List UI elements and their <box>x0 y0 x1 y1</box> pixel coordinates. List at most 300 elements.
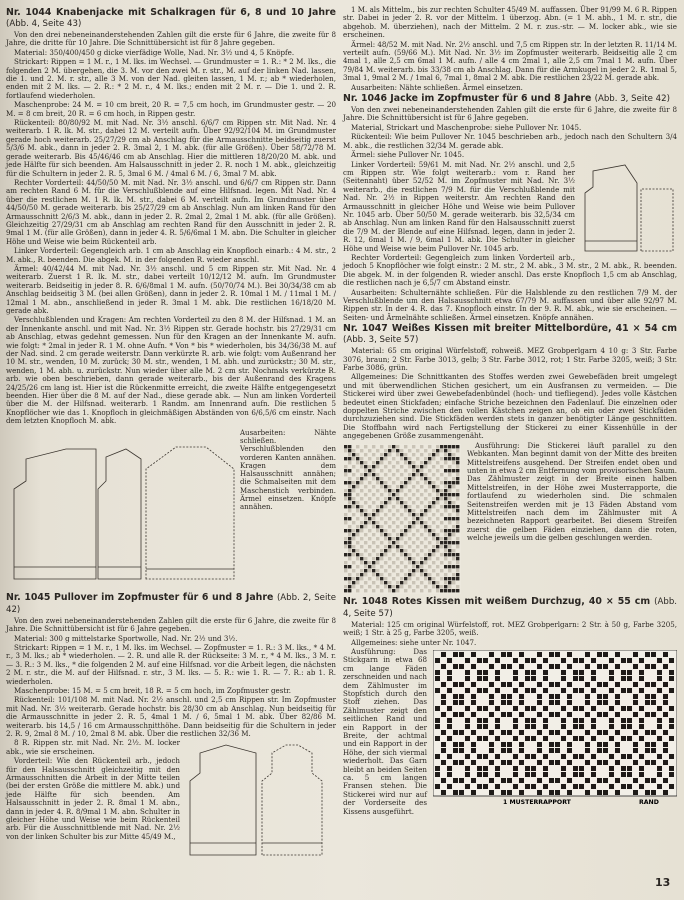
chart-1048-cell <box>549 664 554 669</box>
chart-1047-cell <box>404 525 407 528</box>
chart-1047-cell <box>376 581 379 584</box>
chart-1048-cell <box>669 682 674 687</box>
chart-1048-cell <box>501 652 506 657</box>
chart-1048-cell <box>519 742 524 747</box>
chart-1048-cell <box>657 742 662 747</box>
chart-1047-cell <box>448 541 451 544</box>
chart-1048-cell <box>441 724 446 729</box>
chart-1047-cell <box>368 461 371 464</box>
chart-1047-cell <box>428 489 431 492</box>
chart-1048-cell <box>543 742 548 747</box>
chart-1048-cell <box>639 778 644 783</box>
chart-1048-cell <box>657 694 662 699</box>
article-1046-heading <box>343 93 677 105</box>
chart-1047-cell <box>432 445 435 448</box>
chart-1047-cell <box>432 493 435 496</box>
chart-1047-cell <box>440 525 443 528</box>
chart-1048-cell <box>627 664 632 669</box>
chart-1048-cell <box>519 772 524 777</box>
chart-1048-cell <box>573 784 578 789</box>
chart-1048-cell <box>591 748 596 753</box>
chart-1047-cell <box>360 521 363 524</box>
chart-1048-cell <box>543 736 548 741</box>
chart-1047-cell <box>412 469 415 472</box>
chart-1047-cell <box>448 509 451 512</box>
chart-1048-cell <box>537 694 542 699</box>
chart-1048-cell <box>633 730 638 735</box>
a1045-p3: Strickart: Rippen = 1 M. r., 1 M. lks. im Wechsel. — Zopfmuster = 1. R.: 3 M. lks., * 4 M. r., 3 M. lks.; ab * wiederholen. — 2. R. und alle R. der Rückseite: 3 M. r., * 4 M. lks., 3 M. r. — 3. R.: 3 M. lks., * die folgenden 2 M. auf eine Hilfsnad. vor die Arbeit legen, die nächsten 2 M. r. str., die M. auf der Hilfsnad. r. str., 3 M. lks. — 5. R.: wie 1. R. — 7. R.: ab 1. R. wiederholen. <box>6 642 336 686</box>
chart-1048-cell <box>573 790 578 795</box>
chart-1047-cell <box>408 517 411 520</box>
chart-1048-cell <box>579 784 584 789</box>
chart-1048-cell <box>561 712 566 717</box>
chart-1047-cell <box>364 573 367 576</box>
chart-1047-cell <box>372 497 375 500</box>
chart-1048-cell <box>501 694 506 699</box>
chart-1047-cell <box>424 533 427 536</box>
chart-1047-cell <box>372 525 375 528</box>
chart-1047-cell <box>352 549 355 552</box>
chart-1048-cell <box>579 718 584 723</box>
chart-1047-cell <box>396 537 399 540</box>
chart-1048-cell <box>591 718 596 723</box>
chart-1047-cell <box>432 469 435 472</box>
chart-1047-cell <box>424 565 427 568</box>
chart-1048-cell <box>603 718 608 723</box>
chart-1047-cell <box>436 561 439 564</box>
chart-1048-cell <box>495 694 500 699</box>
chart-1047-cell <box>344 485 347 488</box>
chart-1048-cell <box>471 754 476 759</box>
chart-1047-cell <box>400 489 403 492</box>
chart-1047-cell <box>392 517 395 520</box>
chart-1048-cell <box>489 784 494 789</box>
chart-1048-cell <box>525 658 530 663</box>
chart-1048-cell <box>447 778 452 783</box>
chart-1047-cell <box>416 565 419 568</box>
chart-1048-cell <box>477 748 482 753</box>
chart-1048-cell <box>483 784 488 789</box>
chart-1048-cell <box>633 688 638 693</box>
chart-1047-cell <box>440 573 443 576</box>
chart-1048-cell <box>435 670 440 675</box>
chart-1048-cell <box>459 760 464 765</box>
chart-1047-cell <box>452 509 455 512</box>
chart-1047-cell <box>456 581 459 584</box>
chart-1047-cell <box>388 573 391 576</box>
chart-1048-cell <box>531 736 536 741</box>
chart-1048-cell <box>585 748 590 753</box>
chart-1048-cell <box>471 682 476 687</box>
chart-1047-cell <box>436 497 439 500</box>
chart-1047-cell <box>360 569 363 572</box>
chart-1048-cell <box>495 772 500 777</box>
chart-1047-cell <box>408 481 411 484</box>
chart-1048-cell <box>489 688 494 693</box>
chart-1048-cell <box>603 700 608 705</box>
chart-1047-cell <box>388 469 391 472</box>
chart-1048-cell <box>513 664 518 669</box>
chart-1047-cell <box>408 477 411 480</box>
chart-1048-cell <box>525 784 530 789</box>
chart-1048-cell <box>639 742 644 747</box>
chart-1047-cell <box>376 457 379 460</box>
chart-1048-cell <box>645 664 650 669</box>
chart-1047-cell <box>364 557 367 560</box>
chart-1047-cell <box>448 465 451 468</box>
chart-1047-cell <box>444 457 447 460</box>
chart-1047-cell <box>416 577 419 580</box>
chart-1048-cell <box>573 754 578 759</box>
chart-1047-cell <box>420 557 423 560</box>
chart-1048-cell <box>555 658 560 663</box>
chart-1048-cell <box>441 664 446 669</box>
chart-1047-cell <box>444 509 447 512</box>
chart-1048-cell <box>441 748 446 753</box>
chart-1047-cell <box>384 569 387 572</box>
chart-1048-cell <box>483 682 488 687</box>
chart-1047-cell <box>356 553 359 556</box>
chart-1048-cell <box>621 664 626 669</box>
chart-1048-cell <box>645 700 650 705</box>
chart-1048-cell <box>483 754 488 759</box>
chart-1047-cell <box>456 585 459 588</box>
a1048-p1: Material: 125 cm original Würfelstoff, rot. MEZ Grobperlgarn: 2 Str. à 50 g, Farbe 3205, weiß; 1 Str. à 25 g, Farbe 3205, weiß. <box>343 619 677 638</box>
chart-1048-cell <box>543 706 548 711</box>
chart-1048-cell <box>435 730 440 735</box>
chart-1047-cell <box>352 453 355 456</box>
chart-1048-cell <box>609 790 614 795</box>
chart-1047-cell <box>344 533 347 536</box>
chart-1048-cell <box>525 772 530 777</box>
chart-1048-cell <box>639 670 644 675</box>
chart-1048-cell <box>627 760 632 765</box>
chart-1047-cell <box>444 533 447 536</box>
chart-1047-cell <box>408 537 411 540</box>
chart-1047-cell <box>348 449 351 452</box>
chart-1047-cell <box>372 489 375 492</box>
chart-1047-cell <box>444 545 447 548</box>
chart-1047-cell <box>400 565 403 568</box>
chart-1048-cell <box>585 724 590 729</box>
chart-1048-cell <box>465 742 470 747</box>
chart-1047-cell <box>356 505 359 508</box>
chart-1047-cell <box>352 445 355 448</box>
chart-1047-cell <box>344 461 347 464</box>
chart-1047-cell <box>432 569 435 572</box>
chart-1047-cell <box>360 553 363 556</box>
chart-1047-cell <box>372 573 375 576</box>
chart-1048-cell <box>591 730 596 735</box>
chart-1048-cell <box>435 712 440 717</box>
chart-1047-cell <box>440 477 443 480</box>
chart-1047-cell <box>412 457 415 460</box>
chart-1047-cell <box>416 581 419 584</box>
chart-1048-cell <box>519 682 524 687</box>
chart-1047-cell <box>388 553 391 556</box>
chart-1047-cell <box>408 473 411 476</box>
chart-1047-cell <box>412 577 415 580</box>
chart-1048-cell <box>531 754 536 759</box>
chart-1047-cell <box>400 549 403 552</box>
a1046-p5: Linker Vorderteil: 59/61 M. mit Nad. Nr. 2½ anschl. und 2,5 cm Rippen str. Wie folgt weiterarb.: vom r. Rand her (Seitennaht) über 52/52 M. im Zopfmuster mit Nad. Nr. 3½ weiterarb., die restlichen 7/9 M. für die Verschlußblende mit Nad. Nr. 2½ in Rippen weiterstr. Am rechten Rand den Armausschnitt in gleicher Höhe und Weise wie beim Pullover Nr. 1045 arb. Über 50/50 M. gerade weiterarb. bis 32,5/34 cm ab Anschlag. Nun am linken Rand für den Halsausschnitt zuerst die 7/9 M. der Blende auf eine Hilfsnad. legen, dann in jeder 2. R. 12, 6mal 1 M. / 9, 6mal 1 M. abk. Die Schulter in gleicher Höhe und Weise wie beim Pullover Nr. 1045 arb. <box>343 159 575 253</box>
chart-1047-cell <box>356 501 359 504</box>
chart-1047-cell <box>432 485 435 488</box>
chart-1048-cell <box>525 754 530 759</box>
chart-1047-cell <box>440 445 443 448</box>
a1048-p2: Allgemeines: siehe unter Nr. 1047. <box>351 637 477 647</box>
chart-1048-cell <box>459 664 464 669</box>
chart-1048-cell <box>597 706 602 711</box>
chart-1048-cell <box>549 694 554 699</box>
chart-1047-cell <box>448 525 451 528</box>
chart-1048-cell <box>567 772 572 777</box>
chart-1047-cell <box>348 513 351 516</box>
chart-1048-cell <box>651 658 656 663</box>
chart-1047-cell <box>404 457 407 460</box>
chart-1048-cell <box>465 712 470 717</box>
chart-1048-cell <box>627 730 632 735</box>
chart-1048-cell <box>531 772 536 777</box>
chart-1047-cell <box>440 493 443 496</box>
chart-1047-cell <box>400 477 403 480</box>
chart-1048-cell <box>537 688 542 693</box>
chart-1048-cell <box>657 748 662 753</box>
chart-1048-cell <box>615 664 620 669</box>
chart-1048-cell <box>585 676 590 681</box>
chart-1048-cell <box>435 676 440 681</box>
chart-1048-cell <box>519 712 524 717</box>
chart-1048-cell <box>459 772 464 777</box>
chart-1048-cell <box>597 652 602 657</box>
chart-1047-cell <box>392 537 395 540</box>
chart-1047-cell <box>360 493 363 496</box>
chart-1047-cell <box>404 549 407 552</box>
chart-1047-cell <box>440 589 443 592</box>
chart-1048-cell <box>459 730 464 735</box>
right-top-p2: Ärmel: 48/52 M. mit Nad. Nr. 2½ anschl. und 7,5 cm Rippen str. In der letzten R. 11/14 M. verteilt aufn. (59/66 M.). Mit Nad. Nr. 3½ im Zopfmuster weiterarb. Beidseitig alle 2 cm 4mal 1, alle 2,5 cm 6mal 1 M. aufn. / alle 4 cm 2mal 1, alle 2,5 cm 7mal 1 M. aufn. Über 79/84 M. weiterarb. bis 33/38 cm ab Anschlag. Dann für die Armkugel in jeder 2. R. 1mal 5, 3mal 1, 9mal 2 M. / 1mal 6, 7mal 1, 8mal 2 M. abk. Die restlichen 23/22 M. gerade abk. <box>343 39 677 83</box>
chart-1048-cell <box>573 682 578 687</box>
chart-1048-cell <box>471 742 476 747</box>
chart-1048-cell <box>537 718 542 723</box>
chart-1047-cell <box>376 477 379 480</box>
chart-1047-cell <box>364 529 367 532</box>
a1045-p1: Von den zwei nebeneinanderstehenden Zahlen gilt die erste für 6 Jahre, die zweite für 8 Jahre. Die Schnittübersicht ist für 6 Jahre gegeben. <box>6 615 336 634</box>
chart-1048-cell <box>543 754 548 759</box>
chart-1048-cell <box>507 694 512 699</box>
chart-1048-cell <box>501 748 506 753</box>
chart-1048-cell <box>615 754 620 759</box>
chart-1048-cell <box>453 676 458 681</box>
chart-1047-cell <box>444 569 447 572</box>
chart-1048-cell <box>609 778 614 783</box>
chart-1048-cell <box>555 652 560 657</box>
a1046-p7: Ausarbeiten: Schulternähte schließen. Für die Halsblende zu den restlichen 7/9 M. der Verschlußblende um den Halsausschnitt etwa 67/79 M. auffassen und über alle 92/97 M. Rippen str. In der 4. R. das 7. Knopfloch einstr. In der 9. R. M. abk., wie sie erscheinen. — Seiten- und Ärmelnähte schließen. Ärmel einsetzen. Knöpfe annähen. <box>343 287 677 322</box>
chart-1048-cell <box>525 688 530 693</box>
chart-1047-cell <box>404 481 407 484</box>
chart-1047-cell <box>412 481 415 484</box>
chart-1048-cell <box>663 706 668 711</box>
chart-1047-cell <box>352 573 355 576</box>
chart-1047-cell <box>384 557 387 560</box>
chart-1048-cell <box>507 790 512 795</box>
chart-1047-cell <box>396 585 399 588</box>
chart-1047-cell <box>396 569 399 572</box>
chart-1048-cell <box>663 760 668 765</box>
chart-1048-cell <box>561 694 566 699</box>
chart-1047-cell <box>404 485 407 488</box>
chart-1048-cell <box>633 676 638 681</box>
chart-1048-cell <box>669 652 674 657</box>
chart-1048-cell <box>579 658 584 663</box>
chart-1048-cell <box>447 760 452 765</box>
a1045-p5: Rückenteil: 101/108 M. mit Nad. Nr. 2½ anschl. und 2,5 cm Rippen str. Im Zopfmuster mit Nad. Nr. 3½ weiterarb. Gerade hochstr. bis 28/30 cm ab Anschlag. Nun beidseitig für die Armausschnitte in jeder 2. R. 5, 4mal 1 M. / 6, 5mal 1 M. abk. Über 82/86 M. weiterarb. bis 14,5 / 16 cm Armausschnitthöhe. Dann beidseitig für die Schultern in jeder 2. R. 9, 2mal 8 M. / 10, 2mal 8 M. abk. Über die restlichen 32/36 M. <box>6 695 336 738</box>
chart-1048-cell <box>447 706 452 711</box>
chart-1047-cell <box>444 501 447 504</box>
chart-1048-cell <box>651 760 656 765</box>
chart-1047-cell <box>424 505 427 508</box>
chart-1048-cell <box>555 676 560 681</box>
chart-1047-cell <box>392 549 395 552</box>
chart-1047-cell <box>360 469 363 472</box>
chart-1048-cell <box>591 742 596 747</box>
chart-1047-cell <box>444 505 447 508</box>
chart-1048-cell <box>525 724 530 729</box>
chart-1047-cell <box>424 461 427 464</box>
a1045-p2: Material: 300 g mittelstarke Sportwolle, Nad. Nr. 2½ und 3½. <box>14 633 238 643</box>
chart-1048-cell <box>507 748 512 753</box>
chart-1048-cell <box>513 706 518 711</box>
chart-1047-cell <box>452 517 455 520</box>
chart-1047-cell <box>400 457 403 460</box>
chart-1048-cell <box>609 670 614 675</box>
chart-1047-cell <box>408 501 411 504</box>
chart-1047-cell <box>356 465 359 468</box>
chart-1048-cell <box>591 790 596 795</box>
chart-1048-cell <box>651 706 656 711</box>
chart-1047-cell <box>452 465 455 468</box>
chart-1047-cell <box>380 445 383 448</box>
chart-1048-cell <box>489 766 494 771</box>
chart-1048-cell <box>519 730 524 735</box>
chart-1047-cell <box>420 561 423 564</box>
chart-1048-cell <box>651 748 656 753</box>
chart-1047-cell <box>392 561 395 564</box>
chart-1048-cell <box>555 736 560 741</box>
chart-1048-cell <box>633 754 638 759</box>
chart-1048-cell <box>555 784 560 789</box>
chart-1047-cell <box>344 513 347 516</box>
chart-1047-cell <box>352 525 355 528</box>
a1044-p5: Rückenteil: 80/80/92 M. mit Nad. Nr. 3½ anschl. 6/6/7 cm Rippen str. Mit Nad. Nr. 4 weiterarb. 1 R. lk. M. str., dabei 12 M. verteilt aufn. Über 92/92/104 M. im Grundmuster gerade hoch weiterarb. 25/27/29 cm ab Anschlag für die Armausschnitte beidseitig zuerst 5/3/6 M. abk., dann in jeder 2. R. 3mal 2, 1 M. abk. (für alle Größen). Über 58/72/78 M. gerade weiterarb. Bis 45/46/46 cm ab Anschlag. Hier die mittleren 18/20/20 M. abk. und jede Hälfte für sich beenden. Am Halsausschnitt in jeder 2. R. noch 1 M. abk., gleichzeitig für die Schultern in jeder 2. R. 5, 3mal 6 M. / 4mal 6 M. / 6, 3mal 7 M. abk. <box>6 118 336 178</box>
chart-1047-cell <box>380 493 383 496</box>
chart-1048-cell <box>489 742 494 747</box>
chart-1048-cell <box>591 772 596 777</box>
chart-1047-cell <box>348 485 351 488</box>
chart-1048-cell <box>567 778 572 783</box>
chart-1047-cell <box>388 521 391 524</box>
chart-1047-cell <box>376 569 379 572</box>
chart-1048-cell <box>609 718 614 723</box>
chart-1048-cell <box>639 706 644 711</box>
chart-1047-cell <box>408 465 411 468</box>
chart-1047-cell <box>344 493 347 496</box>
chart-1047-cell <box>380 581 383 584</box>
chart-1047-cell <box>356 453 359 456</box>
chart-1048-cell <box>663 784 668 789</box>
chart-1047-cell <box>388 557 391 560</box>
chart-1047-cell <box>424 481 427 484</box>
chart-1047-cell <box>364 581 367 584</box>
chart-1048-cell <box>639 676 644 681</box>
chart-1048-cell <box>603 688 608 693</box>
chart-1047-cell <box>380 509 383 512</box>
chart-1048-cell <box>507 676 512 681</box>
chart-1047-cell <box>384 541 387 544</box>
chart-1048-cell <box>567 688 572 693</box>
chart-1048-cell <box>573 688 578 693</box>
chart-1048-cell <box>663 652 668 657</box>
chart-1047-cell <box>384 445 387 448</box>
chart-1047-cell <box>424 545 427 548</box>
chart-1048-cell <box>567 712 572 717</box>
chart-1047-cell <box>432 533 435 536</box>
chart-1048-cell <box>657 676 662 681</box>
chart-1047-cell <box>388 581 391 584</box>
chart-1048-cell <box>549 700 554 705</box>
chart-1048-cell <box>555 688 560 693</box>
chart-1048-cell <box>519 724 524 729</box>
chart-1047-cell <box>428 453 431 456</box>
chart-1048-cell <box>525 670 530 675</box>
chart-1047-cell <box>376 453 379 456</box>
chart-1048-cell <box>435 694 440 699</box>
chart-1048-cell <box>651 736 656 741</box>
chart-1047-cell <box>396 573 399 576</box>
chart-1047-cell <box>412 565 415 568</box>
chart-1047-cell <box>392 521 395 524</box>
chart-1047-cell <box>376 589 379 592</box>
chart-1047-cell <box>448 557 451 560</box>
chart-1048-cell <box>609 706 614 711</box>
chart-1047-cell <box>348 493 351 496</box>
chart-1047-cell <box>392 577 395 580</box>
chart-1048-cell <box>633 706 638 711</box>
chart-1048-cell <box>669 784 674 789</box>
chart-1048-cell <box>633 724 638 729</box>
chart-1048-cell <box>477 658 482 663</box>
chart-1047-cell <box>448 477 451 480</box>
chart-1047-cell <box>404 565 407 568</box>
chart-1048-cell <box>435 706 440 711</box>
chart-1048-cell <box>621 748 626 753</box>
chart-1047-cell <box>456 477 459 480</box>
chart-1047-cell <box>416 541 419 544</box>
chart-1048-cell <box>561 682 566 687</box>
chart-1047-cell <box>348 537 351 540</box>
chart-1048-cell <box>627 766 632 771</box>
chart-1047-cell <box>444 485 447 488</box>
chart-1047-cell <box>412 533 415 536</box>
chart-1048-cell <box>657 754 662 759</box>
chart-1048-cell <box>513 718 518 723</box>
chart-1047-cell <box>364 477 367 480</box>
chart-1048-cell <box>621 712 626 717</box>
chart-1047-cell <box>428 497 431 500</box>
chart-1047-cell <box>420 525 423 528</box>
chart-1048-cell <box>627 742 632 747</box>
chart-1048-cell <box>555 790 560 795</box>
